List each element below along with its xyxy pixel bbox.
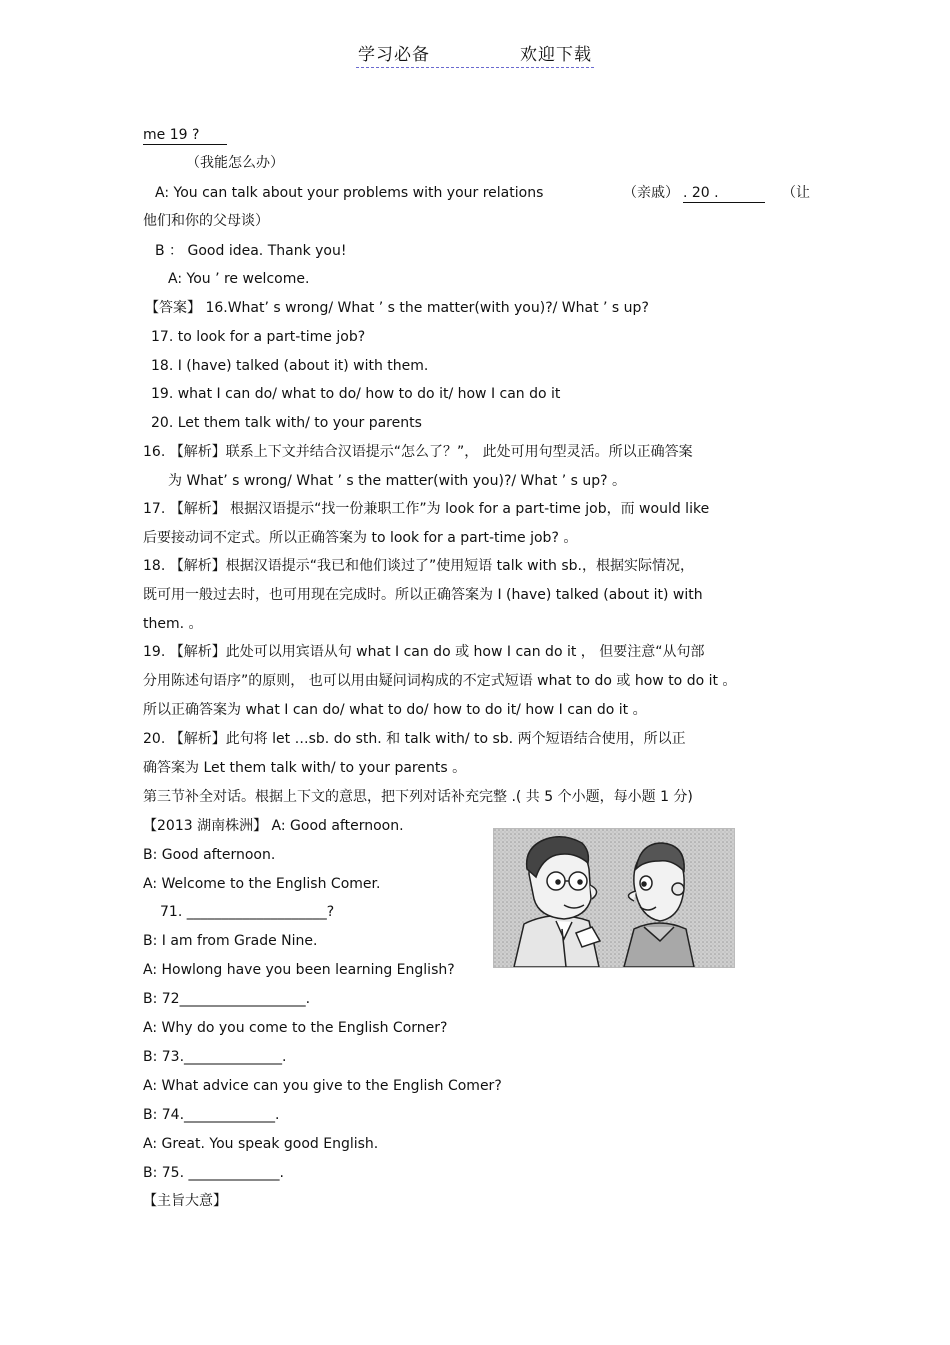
text-line: （亲戚） (623, 185, 679, 201)
section-heading: 【主旨大意】 (143, 1193, 227, 1209)
dialogue-line: A: What advice can you give to the English Comer? (143, 1078, 502, 1094)
analysis-line: 确答案为 Let them talk with/ to your parents 。 (143, 760, 467, 776)
text-line: （让 (782, 185, 810, 201)
analysis-line: 为 What’ s wrong/ What ’ s the matter(with you)?/ What ’ s up? 。 (168, 473, 627, 489)
text-line: A: You ’ re welcome. (168, 271, 310, 287)
analysis-line: 分用陈述句语序”的原则， 也可以用由疑问词构成的不定式短语 what to do 或 how to do it 。 (143, 673, 737, 689)
analysis-line: 后要接动词不定式。所以正确答案为 to look for a part-time job? 。 (143, 530, 578, 546)
dialogue-illustration (493, 828, 735, 968)
answer-line: 【答案】 16.What’ s wrong/ What ’ s the matter(with you)?/ What ’ s up? (145, 300, 649, 316)
blank-19: me 19 ? (143, 126, 227, 145)
analysis-line: 20. 【解析】此句将 let …sb. do sth. 和 talk with/ to sb. 两个短语结合使用，所以正 (143, 731, 686, 747)
text-line: B ： Good idea. Thank you! (155, 243, 347, 259)
answer-line: 20. Let them talk with/ to your parents (151, 415, 422, 431)
dialogue-line: A: Why do you come to the English Corner? (143, 1020, 448, 1036)
analysis-line: 所以正确答案为 what I can do/ what to do/ how to do it/ how I can do it 。 (143, 702, 647, 718)
dialogue-line: 【2013 湖南株洲】 A: Good afternoon. (143, 818, 404, 834)
analysis-line: them. 。 (143, 616, 203, 632)
text-line (143, 126, 227, 145)
blank-20: . 20 . (683, 184, 765, 203)
header-right-text: 欢迎下载 (520, 45, 592, 65)
conversation-illustration-svg (494, 829, 734, 967)
text-line: A: You can talk about your problems with your relations (155, 185, 544, 201)
section-title: 第三节补全对话。根据上下文的意思，把下列对话补充完整 .( 共 5 个小题，每小题 1 分) (143, 789, 693, 805)
analysis-line: 既可用一般过去时，也可用现在完成时。所以正确答案为 I (have) talked (about it) with (143, 587, 703, 603)
answer-line: 17. to look for a part-time job? (151, 329, 366, 345)
answer-line: 18. I (have) talked (about it) with them. (151, 358, 429, 374)
dialogue-line: A: Welcome to the English Comer. (143, 876, 381, 892)
dialogue-blank-74: B: 74._____________. (143, 1107, 280, 1123)
dialogue-blank-75: B: 75. _____________. (143, 1165, 284, 1181)
text-line: 他们和你的父母谈） (143, 213, 269, 229)
page-header (0, 40, 950, 68)
header-left-text: 学习必备 (358, 45, 430, 65)
analysis-line: 18. 【解析】根据汉语提示“我已和他们谈过了”使用短语 talk with sb.，根据实际情况， (143, 558, 694, 574)
dialogue-line: A: Howlong have you been learning English? (143, 962, 455, 978)
answer-line: 19. what I can do/ what to do/ how to do it/ how I can do it (151, 386, 561, 402)
analysis-line: 19. 【解析】此处可以用宾语从句 what I can do 或 how I can do it ， 但要注意“从句部 (143, 644, 705, 660)
dialogue-blank-72: B: 72__________________. (143, 991, 311, 1007)
dialogue-line: B: I am from Grade Nine. (143, 933, 318, 949)
header-banner (356, 40, 594, 68)
analysis-line: 17. 【解析】 根据汉语提示“找一份兼职工作”为 look for a part-time job，而 would like (143, 501, 710, 517)
dialogue-line: A: Great. You speak good English. (143, 1136, 379, 1152)
dialogue-line: B: Good afternoon. (143, 847, 276, 863)
analysis-line: 16. 【解析】联系上下文并结合汉语提示“怎么了？”， 此处可用句型灵活。所以正确答案 (143, 444, 693, 460)
dialogue-blank-71: 71. ____________________? (160, 904, 335, 920)
text-line: （我能怎么办） (186, 155, 284, 171)
dialogue-blank-73: B: 73.______________. (143, 1049, 287, 1065)
